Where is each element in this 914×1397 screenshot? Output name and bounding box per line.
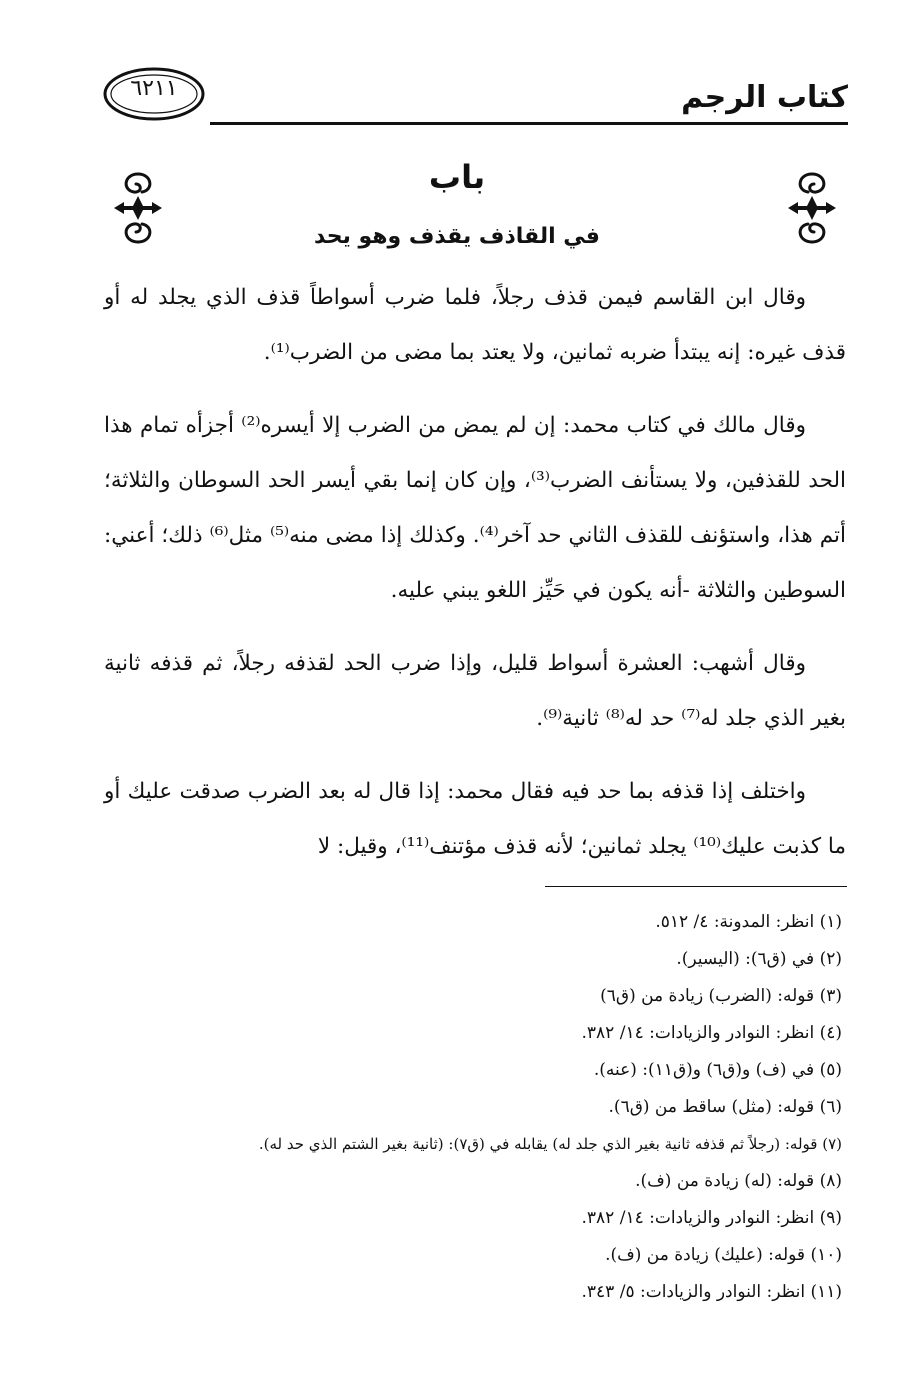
running-title: كتاب الرجم [681, 80, 848, 115]
footnote: (١١) انظر: النوادر والزيادات: ٥/ ٣٤٣. [581, 1282, 842, 1302]
paragraph: وقال أشهب: العشرة أسواط قليل، وإذا ضرب الحد لقذفه رجلاً، ثم قذفه ثانية بغير الذي جلد له⁽⁷⁾ حد له⁽⁸⁾ ثانية⁽⁹⁾. [104, 651, 846, 731]
paragraph: وقال مالك في كتاب محمد: إن لم يمض من الضرب إلا أيسره⁽²⁾ أجزأه تمام هذا الحد للقذفين، ولا يستأنف الضرب⁽³⁾، وإن كان إنما بقي أيسر الحد السوطان والثلاثة؛ أتم هذا، واستؤنف للقذف الثاني حد آخر⁽⁴⁾. وكذلك إذا مضى منه⁽⁵⁾ مثل⁽⁶⁾ ذلك؛ أعني: السوطين والثلاثة -أنه يكون في حَيِّز اللغو يبني عليه. [104, 413, 846, 603]
footnotes [82, 904, 842, 1311]
footnote: (٩) انظر: النوادر والزيادات: ١٤/ ٣٨٢. [581, 1208, 842, 1228]
chapter-label: باب [428, 158, 486, 196]
footnote-divider [545, 886, 847, 887]
paragraph: واختلف إذا قذفه بما حد فيه فقال محمد: إذا قال له بعد الضرب صدقت عليك أو ما كذبت عليك⁽¹⁰⁾ يجلد ثمانين؛ لأنه قذف مؤتنف⁽¹¹⁾، وقيل: لا [104, 779, 846, 859]
paragraph: وقال ابن القاسم فيمن قذف رجلاً، فلما ضرب أسواطاً قذف الذي يجلد له أو قذف غيره: إنه يبتدأ ضربه ثمانين، ولا يعتد بما مضى من الضرب⁽¹⁾. [104, 285, 846, 365]
footnote: (١٠) قوله: (عليك) زيادة من (ف). [605, 1245, 842, 1265]
footnote: (٨) قوله: (له) زيادة من (ف). [635, 1171, 842, 1191]
footnote: (٦) قوله: (مثل) ساقط من (ق٦). [608, 1097, 842, 1117]
footnote: (٧) قوله: (رجلاً ثم قذفه ثانية بغير الذي جلد له) يقابله في (ق٧): (ثانية بغير الشتم الذي حد له). [258, 1135, 842, 1153]
body-text [104, 270, 846, 892]
footnote: (٤) انظر: النوادر والزيادات: ١٤/ ٣٨٢. [581, 1023, 842, 1043]
footnote: (٥) في (ف) و(ق٦) و(ق١١): (عنه). [593, 1060, 842, 1080]
footnote: (٢) في (ق٦): (اليسير). [676, 949, 842, 969]
header-rule [210, 122, 848, 125]
page-header [100, 62, 848, 132]
footnote: (١) انظر: المدونة: ٤/ ٥١٢. [655, 912, 842, 932]
footnote: (٣) قوله: (الضرب) زيادة من (ق٦) [600, 986, 842, 1006]
chapter-subtitle: في القاذف يقذف وهو يحد [314, 224, 600, 249]
page-number: ٦٢١١ [130, 76, 178, 101]
